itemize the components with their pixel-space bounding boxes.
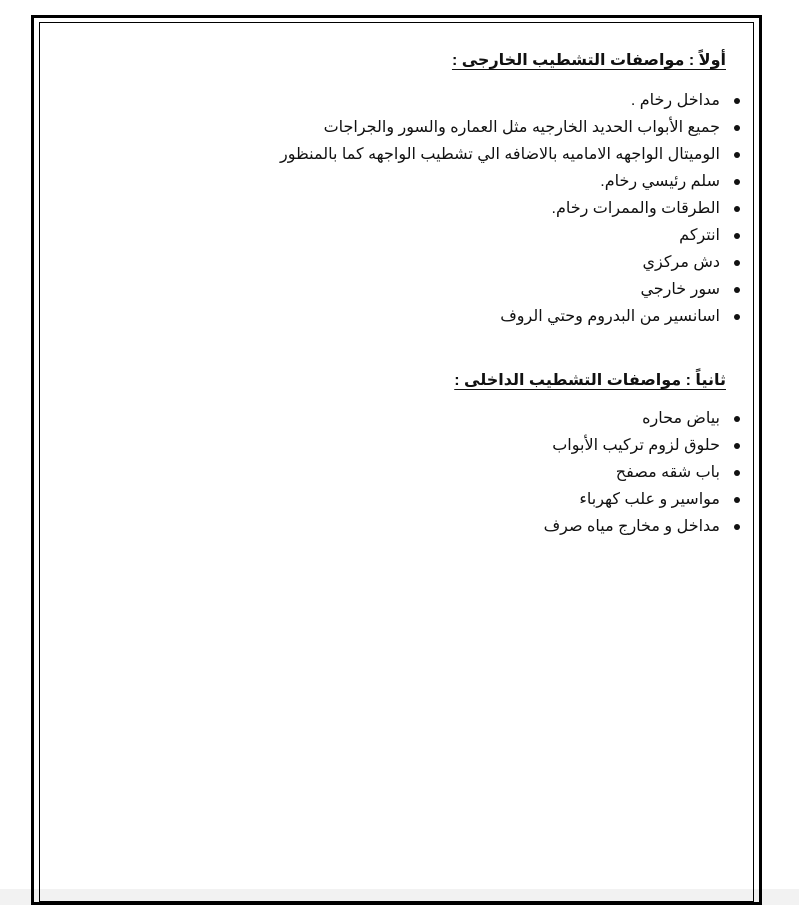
bullet-icon bbox=[734, 179, 740, 185]
bullet-icon bbox=[734, 98, 740, 104]
interior-list bbox=[544, 405, 740, 540]
bullet-icon bbox=[734, 443, 740, 449]
list-item: دش مركزي bbox=[280, 249, 740, 276]
list-item: بياض محاره bbox=[544, 405, 740, 432]
bullet-icon bbox=[734, 233, 740, 239]
list-item: انتركم bbox=[280, 222, 740, 249]
exterior-list bbox=[280, 87, 740, 330]
list-item: مداخل رخام . bbox=[280, 87, 740, 114]
list-item: باب شقه مصفح bbox=[544, 459, 740, 486]
bullet-icon bbox=[734, 470, 740, 476]
bullet-icon bbox=[734, 497, 740, 503]
interior-section-heading: ثانياً : مواصفات التشطيب الداخلى : bbox=[454, 372, 726, 389]
list-item: سلم رئيسي رخام. bbox=[280, 168, 740, 195]
list-item: الطرقات والممرات رخام. bbox=[280, 195, 740, 222]
bullet-icon bbox=[734, 416, 740, 422]
list-item: مواسير و علب كهرباء bbox=[544, 486, 740, 513]
exterior-section-heading: أولاً : مواصفات التشطيب الخارجى : bbox=[451, 52, 726, 69]
list-item: سور خارجي bbox=[280, 276, 740, 303]
bullet-icon bbox=[734, 287, 740, 293]
bullet-icon bbox=[734, 206, 740, 212]
bullet-icon bbox=[734, 125, 740, 131]
list-item: اسانسير من البدروم وحتي الروف bbox=[280, 303, 740, 330]
list-item: حلوق لزوم تركيب الأبواب bbox=[544, 432, 740, 459]
bullet-icon bbox=[734, 260, 740, 266]
list-item: الوميتال الواجهه الاماميه بالاضافه الي تشطيب الواجهه كما بالمنظور bbox=[280, 141, 740, 168]
list-item: جميع الأبواب الحديد الخارجيه مثل العماره والسور والجراجات bbox=[280, 114, 740, 141]
bullet-icon bbox=[734, 314, 740, 320]
list-item: مداخل و مخارج مياه صرف bbox=[544, 513, 740, 540]
bullet-icon bbox=[734, 152, 740, 158]
bullet-icon bbox=[734, 524, 740, 530]
